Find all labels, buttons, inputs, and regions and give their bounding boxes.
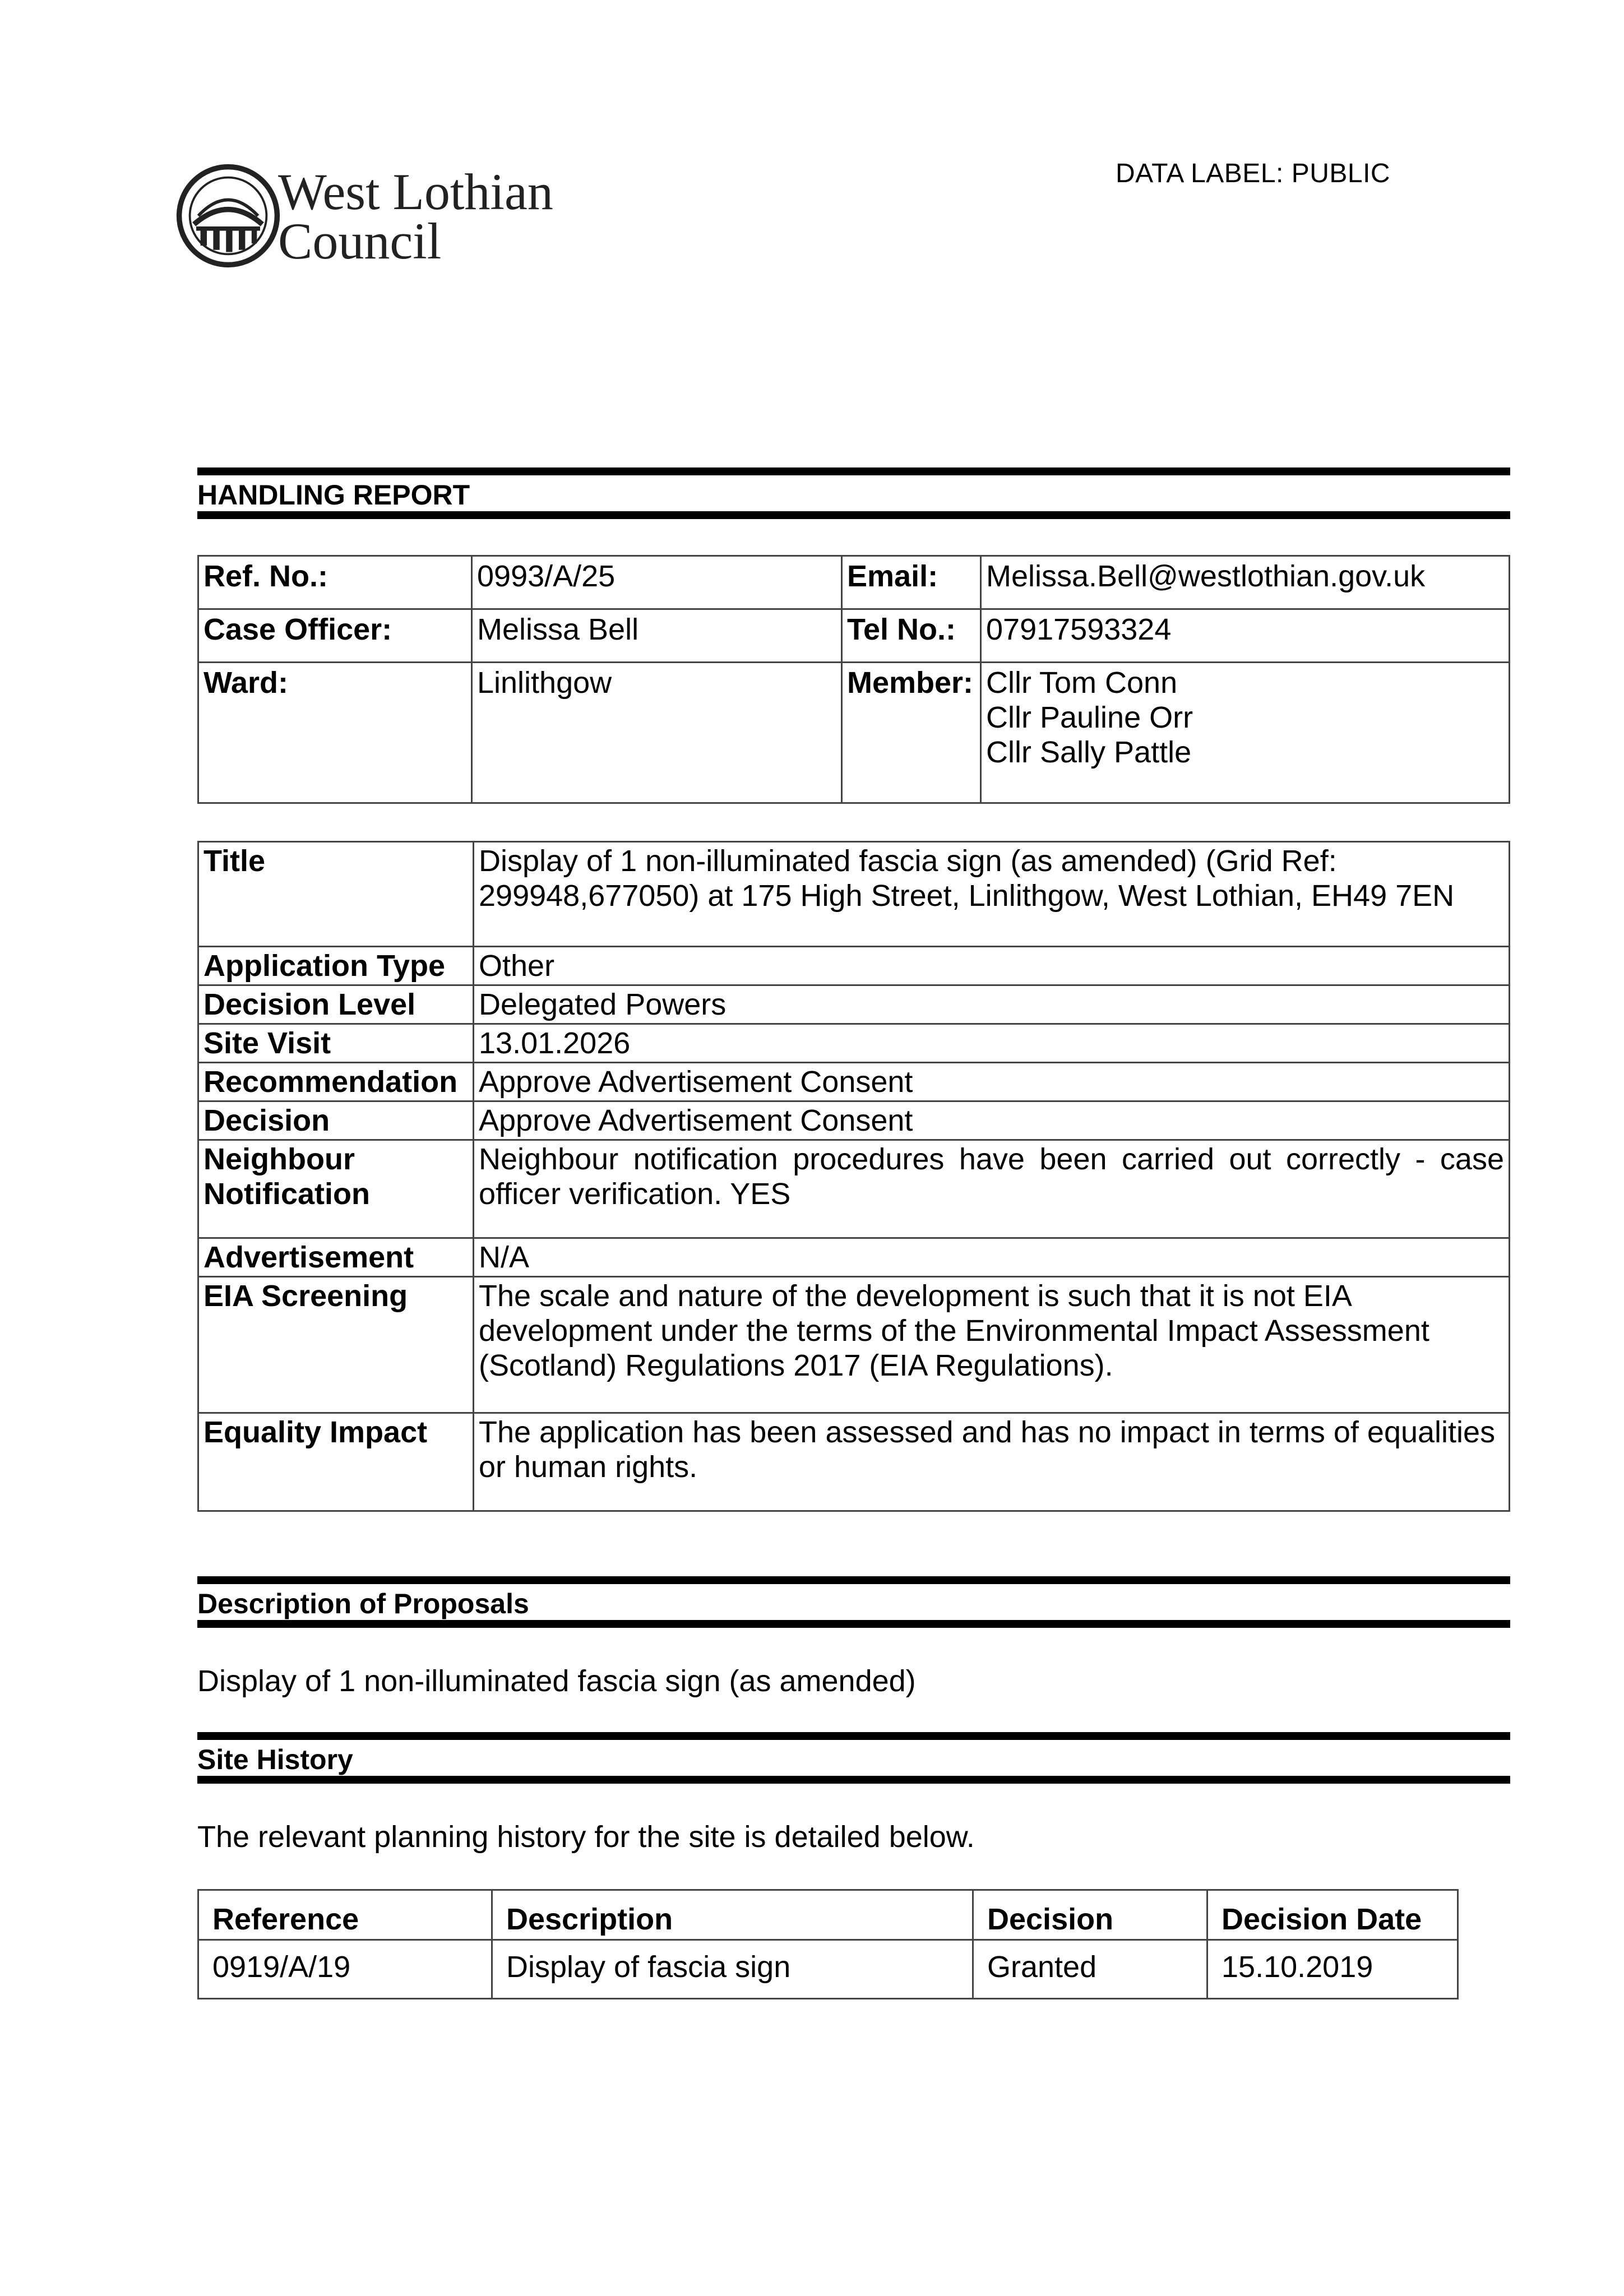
- description-text: Display of 1 non-illuminated fascia sign (as amended): [197, 1664, 916, 1698]
- detail-label: Advertisement: [198, 1238, 474, 1277]
- detail-line: (Scotland) Regulations 2017 (EIA Regulations).: [479, 1349, 1113, 1382]
- table-row: [198, 1024, 1510, 1063]
- detail-value: [474, 1277, 1510, 1413]
- detail-value: Neighbour notification procedures have been carried out correctly - case officer verification. YES: [474, 1140, 1510, 1238]
- detail-label: Decision: [198, 1101, 474, 1140]
- detail-line: The scale and nature of the development is such that it is not EIA: [479, 1279, 1352, 1313]
- officer-label: Case Officer:: [198, 609, 472, 663]
- table-row: [198, 1277, 1510, 1413]
- council-logo: [175, 163, 567, 269]
- description-section-header: [197, 1576, 1510, 1628]
- table-row: [198, 609, 1510, 663]
- detail-label: Decision Level: [198, 985, 474, 1024]
- detail-label: Recommendation: [198, 1063, 474, 1101]
- site-history-table: [197, 1889, 1459, 1999]
- detail-value: Delegated Powers: [474, 985, 1510, 1024]
- history-decision-date: 15.10.2019: [1207, 1940, 1458, 1999]
- contact-table: [197, 555, 1510, 804]
- history-reference: 0919/A/19: [198, 1940, 492, 1999]
- site-history-intro: The relevant planning history for the site is detailed below.: [197, 1820, 975, 1854]
- member-name: Cllr Sally Pattle: [986, 735, 1192, 769]
- column-header: Decision: [973, 1890, 1207, 1940]
- detail-label: Title: [198, 842, 474, 947]
- detail-label: Site Visit: [198, 1024, 474, 1063]
- logo-wordmark: [278, 163, 553, 270]
- detail-label: Equality Impact: [198, 1413, 474, 1511]
- table-row: [198, 1940, 1458, 1999]
- detail-line: or human rights.: [479, 1450, 698, 1484]
- email-value[interactable]: Melissa.Bell@westlothian.gov.uk: [981, 556, 1510, 609]
- site-history-section-header: [197, 1732, 1510, 1784]
- table-row: [198, 1140, 1510, 1238]
- tel-value: 07917593324: [981, 609, 1510, 663]
- ward-label: Ward:: [198, 663, 472, 803]
- detail-value: Approve Advertisement Consent: [474, 1063, 1510, 1101]
- column-header: Decision Date: [1207, 1890, 1458, 1940]
- column-header: Reference: [198, 1890, 492, 1940]
- table-row: [198, 947, 1510, 985]
- email-label: Email:: [842, 556, 981, 609]
- history-decision: Granted: [973, 1940, 1207, 1999]
- table-row: [198, 842, 1510, 947]
- member-name: Cllr Tom Conn: [986, 666, 1178, 700]
- logo-text-line2: Council: [278, 212, 442, 270]
- detail-label: Application Type: [198, 947, 474, 985]
- detail-label: Neighbour Notification: [198, 1140, 474, 1238]
- detail-line: The application has been assessed and has no impact in terms of equalities: [479, 1415, 1496, 1449]
- council-crest-icon: [175, 163, 281, 269]
- table-row: [198, 1101, 1510, 1140]
- table-row: [198, 556, 1510, 609]
- detail-label: EIA Screening: [198, 1277, 474, 1413]
- member-label: Member:: [842, 663, 981, 803]
- ward-value: Linlithgow: [472, 663, 842, 803]
- report-title: HANDLING REPORT: [197, 479, 470, 511]
- member-name: Cllr Pauline Orr: [986, 701, 1193, 734]
- detail-line: Display of 1 non-illuminated fascia sign (as amended) (Grid Ref:: [479, 844, 1337, 878]
- ref-label: Ref. No.:: [198, 556, 472, 609]
- logo-text-line1: West Lothian: [278, 163, 553, 220]
- table-row: [198, 985, 1510, 1024]
- detail-value: N/A: [474, 1238, 1510, 1277]
- detail-value: [474, 842, 1510, 947]
- description-heading: Description of Proposals: [197, 1588, 529, 1619]
- ref-value: 0993/A/25: [472, 556, 842, 609]
- history-description: Display of fascia sign: [492, 1940, 973, 1999]
- detail-line: development under the terms of the Environmental Impact Assessment: [479, 1314, 1429, 1348]
- detail-line: 299948,677050) at 175 High Street, Linlithgow, West Lothian, EH49 7EN: [479, 879, 1455, 913]
- column-header: Description: [492, 1890, 973, 1940]
- detail-value: [474, 1413, 1510, 1511]
- table-header-row: [198, 1890, 1458, 1940]
- detail-value: Other: [474, 947, 1510, 985]
- table-row: [198, 1413, 1510, 1511]
- detail-value: 13.01.2026: [474, 1024, 1510, 1063]
- detail-value: Approve Advertisement Consent: [474, 1101, 1510, 1140]
- table-row: [198, 663, 1510, 803]
- tel-label: Tel No.:: [842, 609, 981, 663]
- members-list: [981, 663, 1510, 803]
- table-row: [198, 1063, 1510, 1101]
- details-table: [197, 841, 1510, 1512]
- officer-value: Melissa Bell: [472, 609, 842, 663]
- table-row: [198, 1238, 1510, 1277]
- handling-report-header: [197, 467, 1510, 519]
- site-history-heading: Site History: [197, 1744, 353, 1775]
- data-label: DATA LABEL: PUBLIC: [1116, 159, 1391, 188]
